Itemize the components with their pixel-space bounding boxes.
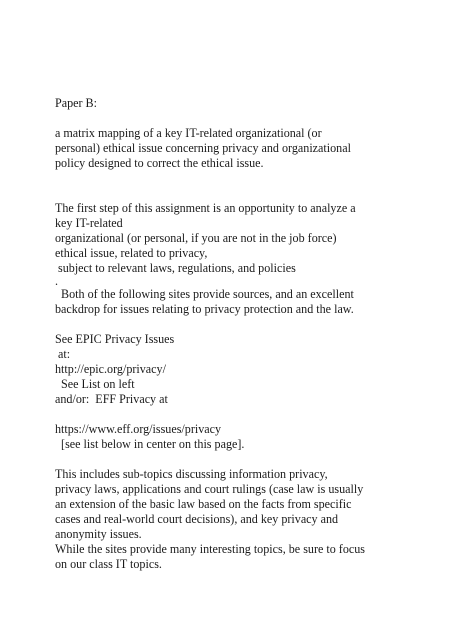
text-line: at: bbox=[55, 347, 71, 361]
link-text: https://www.eff.org/issues/privacy bbox=[55, 422, 222, 436]
paper-heading: Paper B: bbox=[55, 96, 97, 110]
text-line: While the sites provide many interesting topics, be sure to focus bbox=[55, 542, 365, 556]
text-line: This includes sub-topics discussing information privacy, bbox=[55, 467, 328, 481]
text-line: privacy laws, applications and court rulings (case law is usually bbox=[55, 482, 364, 496]
text-line: The first step of this assignment is an opportunity to analyze a bbox=[55, 201, 356, 215]
text-line: ethical issue, related to privacy, bbox=[55, 246, 208, 260]
text-line: on our class IT topics. bbox=[55, 557, 162, 571]
text-line: personal) ethical issue concerning privacy and organizational bbox=[55, 141, 351, 155]
text-line: Both of the following sites provide sources, and an excellent bbox=[55, 287, 354, 301]
text-line: backdrop for issues relating to privacy protection and the law. bbox=[55, 302, 354, 316]
text-line: [see list below in center on this page]. bbox=[55, 437, 245, 451]
text-line: and/or: EFF Privacy at bbox=[55, 392, 168, 406]
text-line: policy designed to correct the ethical issue. bbox=[55, 156, 264, 170]
text-line: See List on left bbox=[55, 377, 135, 391]
text-line: anonymity issues. bbox=[55, 527, 142, 541]
text-line: organizational (or personal, if you are not in the job force) bbox=[55, 231, 337, 245]
text-line: an extension of the basic law based on the facts from specific bbox=[55, 497, 352, 511]
text-line: subject to relevant laws, regulations, and policies bbox=[55, 261, 296, 275]
text-line: See EPIC Privacy Issues bbox=[55, 332, 175, 346]
text-line: key IT-related bbox=[55, 216, 123, 230]
text-line: . bbox=[55, 274, 59, 288]
link-text: http://epic.org/privacy/ bbox=[55, 362, 166, 376]
text-line: cases and real-world court decisions), and key privacy and bbox=[55, 512, 339, 526]
text-line: a matrix mapping of a key IT-related organizational (or bbox=[55, 126, 322, 140]
